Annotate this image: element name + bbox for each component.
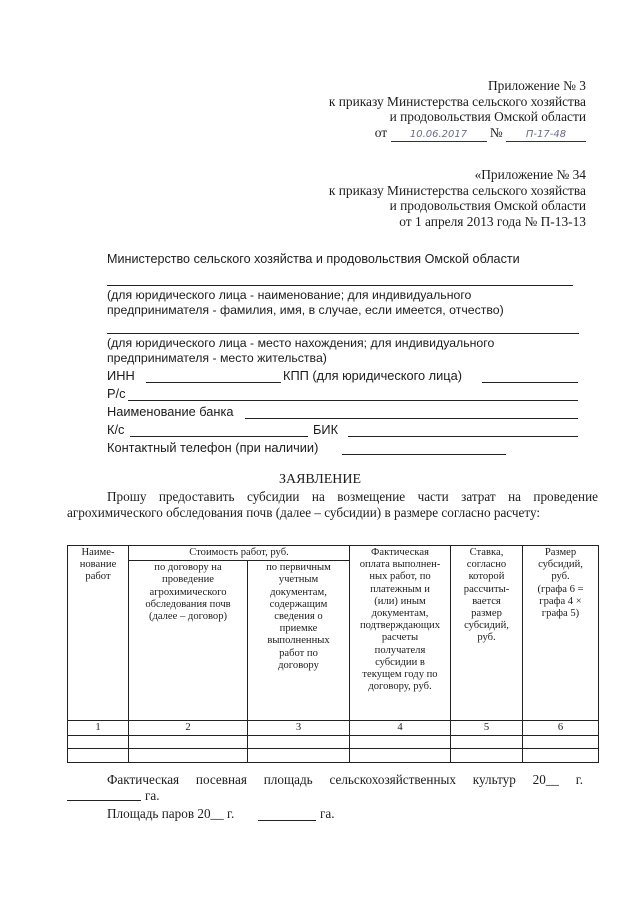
appendix-header bbox=[329, 78, 586, 142]
previous-appendix-ministry-line: и продовольствия Омской области bbox=[389, 198, 586, 213]
subsidy-calculation-table bbox=[67, 545, 599, 763]
header-cost-by-documents: по первичным учетным документам, содержащим сведения о приемке выполненных работ по договору bbox=[248, 561, 350, 721]
table-cell[interactable] bbox=[68, 749, 129, 763]
column-number: 6 bbox=[523, 721, 599, 736]
table-cell[interactable] bbox=[523, 736, 599, 749]
fallow-area-unit: га. bbox=[320, 806, 335, 821]
document-title: ЗАЯВЛЕНИЕ bbox=[278, 472, 362, 487]
table-cell[interactable] bbox=[451, 736, 523, 749]
applicant-name-hint: (для юридического лица - наименование; для индивидуального предпринимателя - фамилия, имя, в случае, если имеется, отчество) bbox=[107, 288, 504, 317]
bik-field[interactable] bbox=[348, 436, 578, 437]
table-cell[interactable] bbox=[248, 749, 350, 763]
bik-label: БИК bbox=[313, 422, 339, 437]
header-actual-payment: Фактическая оплата выполнен- ных работ, по платежным и (или) иным документам, подтверждающих расчеты получателя субсидии в текущем году по договору, руб. bbox=[350, 546, 451, 721]
column-number: 1 bbox=[68, 721, 129, 736]
previous-appendix-title: «Приложение № 34 bbox=[474, 167, 586, 182]
inn-field[interactable] bbox=[146, 382, 281, 383]
fallow-area-field[interactable] bbox=[258, 820, 316, 821]
header-cost-by-contract: по договору на проведение агрохимического обследования почв (далее – договор) bbox=[129, 561, 248, 721]
addressee: Министерство сельского хозяйства и продовольствия Омской области bbox=[107, 252, 520, 266]
column-number: 2 bbox=[129, 721, 248, 736]
appendix-date-line bbox=[329, 125, 586, 142]
bank-label: Наименование банка bbox=[107, 404, 234, 419]
table-header-row bbox=[68, 546, 599, 561]
phone-field[interactable] bbox=[342, 454, 506, 455]
appendix-ministry-line: и продовольствия Омской области bbox=[389, 109, 586, 124]
table-cell[interactable] bbox=[523, 749, 599, 763]
request-text: Прошу предоставить субсидии на возмещение части затрат на проведение агрохимического обследования почв (далее – субсидии) в размере согласно расчету: bbox=[67, 489, 598, 520]
sown-area-text: Фактическая посевная площадь сельскохозяйственных культур 20__ г. bbox=[107, 772, 583, 787]
table-cell[interactable] bbox=[248, 736, 350, 749]
handwritten-number: П-17-48 bbox=[506, 129, 586, 142]
table-row bbox=[68, 736, 599, 749]
applicant-address-hint: (для юридического лица - место нахождения; для индивидуального предпринимателя - место жительства) bbox=[107, 336, 495, 365]
table-cell[interactable] bbox=[350, 749, 451, 763]
header-work-name: Наиме- нование работ bbox=[68, 546, 129, 721]
bank-field[interactable] bbox=[245, 418, 578, 419]
kpp-label: КПП (для юридического лица) bbox=[283, 368, 462, 383]
table-cell[interactable] bbox=[68, 736, 129, 749]
column-number: 3 bbox=[248, 721, 350, 736]
table-cell[interactable] bbox=[451, 749, 523, 763]
sown-area-unit: га. bbox=[145, 788, 160, 803]
table-row bbox=[68, 749, 599, 763]
account-field[interactable] bbox=[128, 400, 578, 401]
table-cell[interactable] bbox=[350, 736, 451, 749]
appendix-title: Приложение № 3 bbox=[487, 78, 586, 93]
applicant-address-field[interactable] bbox=[107, 333, 579, 334]
from-label: от bbox=[374, 124, 388, 140]
inn-label: ИНН bbox=[107, 368, 135, 383]
fallow-area-label: Площадь паров 20__ г. bbox=[107, 806, 235, 821]
previous-appendix-order-line: к приказу Министерства сельского хозяйства bbox=[328, 182, 586, 198]
table-column-numbers-row bbox=[68, 721, 599, 736]
table-cell[interactable] bbox=[129, 749, 248, 763]
number-label: № bbox=[489, 124, 503, 140]
account-label: Р/с bbox=[107, 386, 126, 401]
header-work-cost: Стоимость работ, руб. bbox=[129, 546, 350, 561]
previous-appendix-header bbox=[329, 167, 586, 229]
header-rate: Ставка, согласно которой рассчиты- вается размер субсидий, руб. bbox=[451, 546, 523, 721]
corr-account-field[interactable] bbox=[130, 436, 308, 437]
sown-area-field[interactable] bbox=[67, 800, 141, 801]
handwritten-date: 10.06.2017 bbox=[391, 129, 487, 142]
applicant-name-field[interactable] bbox=[107, 285, 573, 286]
column-number: 4 bbox=[350, 721, 451, 736]
phone-label: Контактный телефон (при наличии) bbox=[107, 440, 319, 455]
corr-account-label: К/с bbox=[107, 422, 125, 437]
table-cell[interactable] bbox=[129, 736, 248, 749]
appendix-order-line: к приказу Министерства сельского хозяйства bbox=[328, 93, 586, 109]
previous-appendix-date-line: от 1 апреля 2013 года № П-13-13 bbox=[399, 213, 586, 229]
header-subsidy-size: Размер субсидий, руб. (графа 6 = графа 4 × графа 5) bbox=[523, 546, 599, 721]
kpp-field[interactable] bbox=[482, 382, 578, 383]
column-number: 5 bbox=[451, 721, 523, 736]
